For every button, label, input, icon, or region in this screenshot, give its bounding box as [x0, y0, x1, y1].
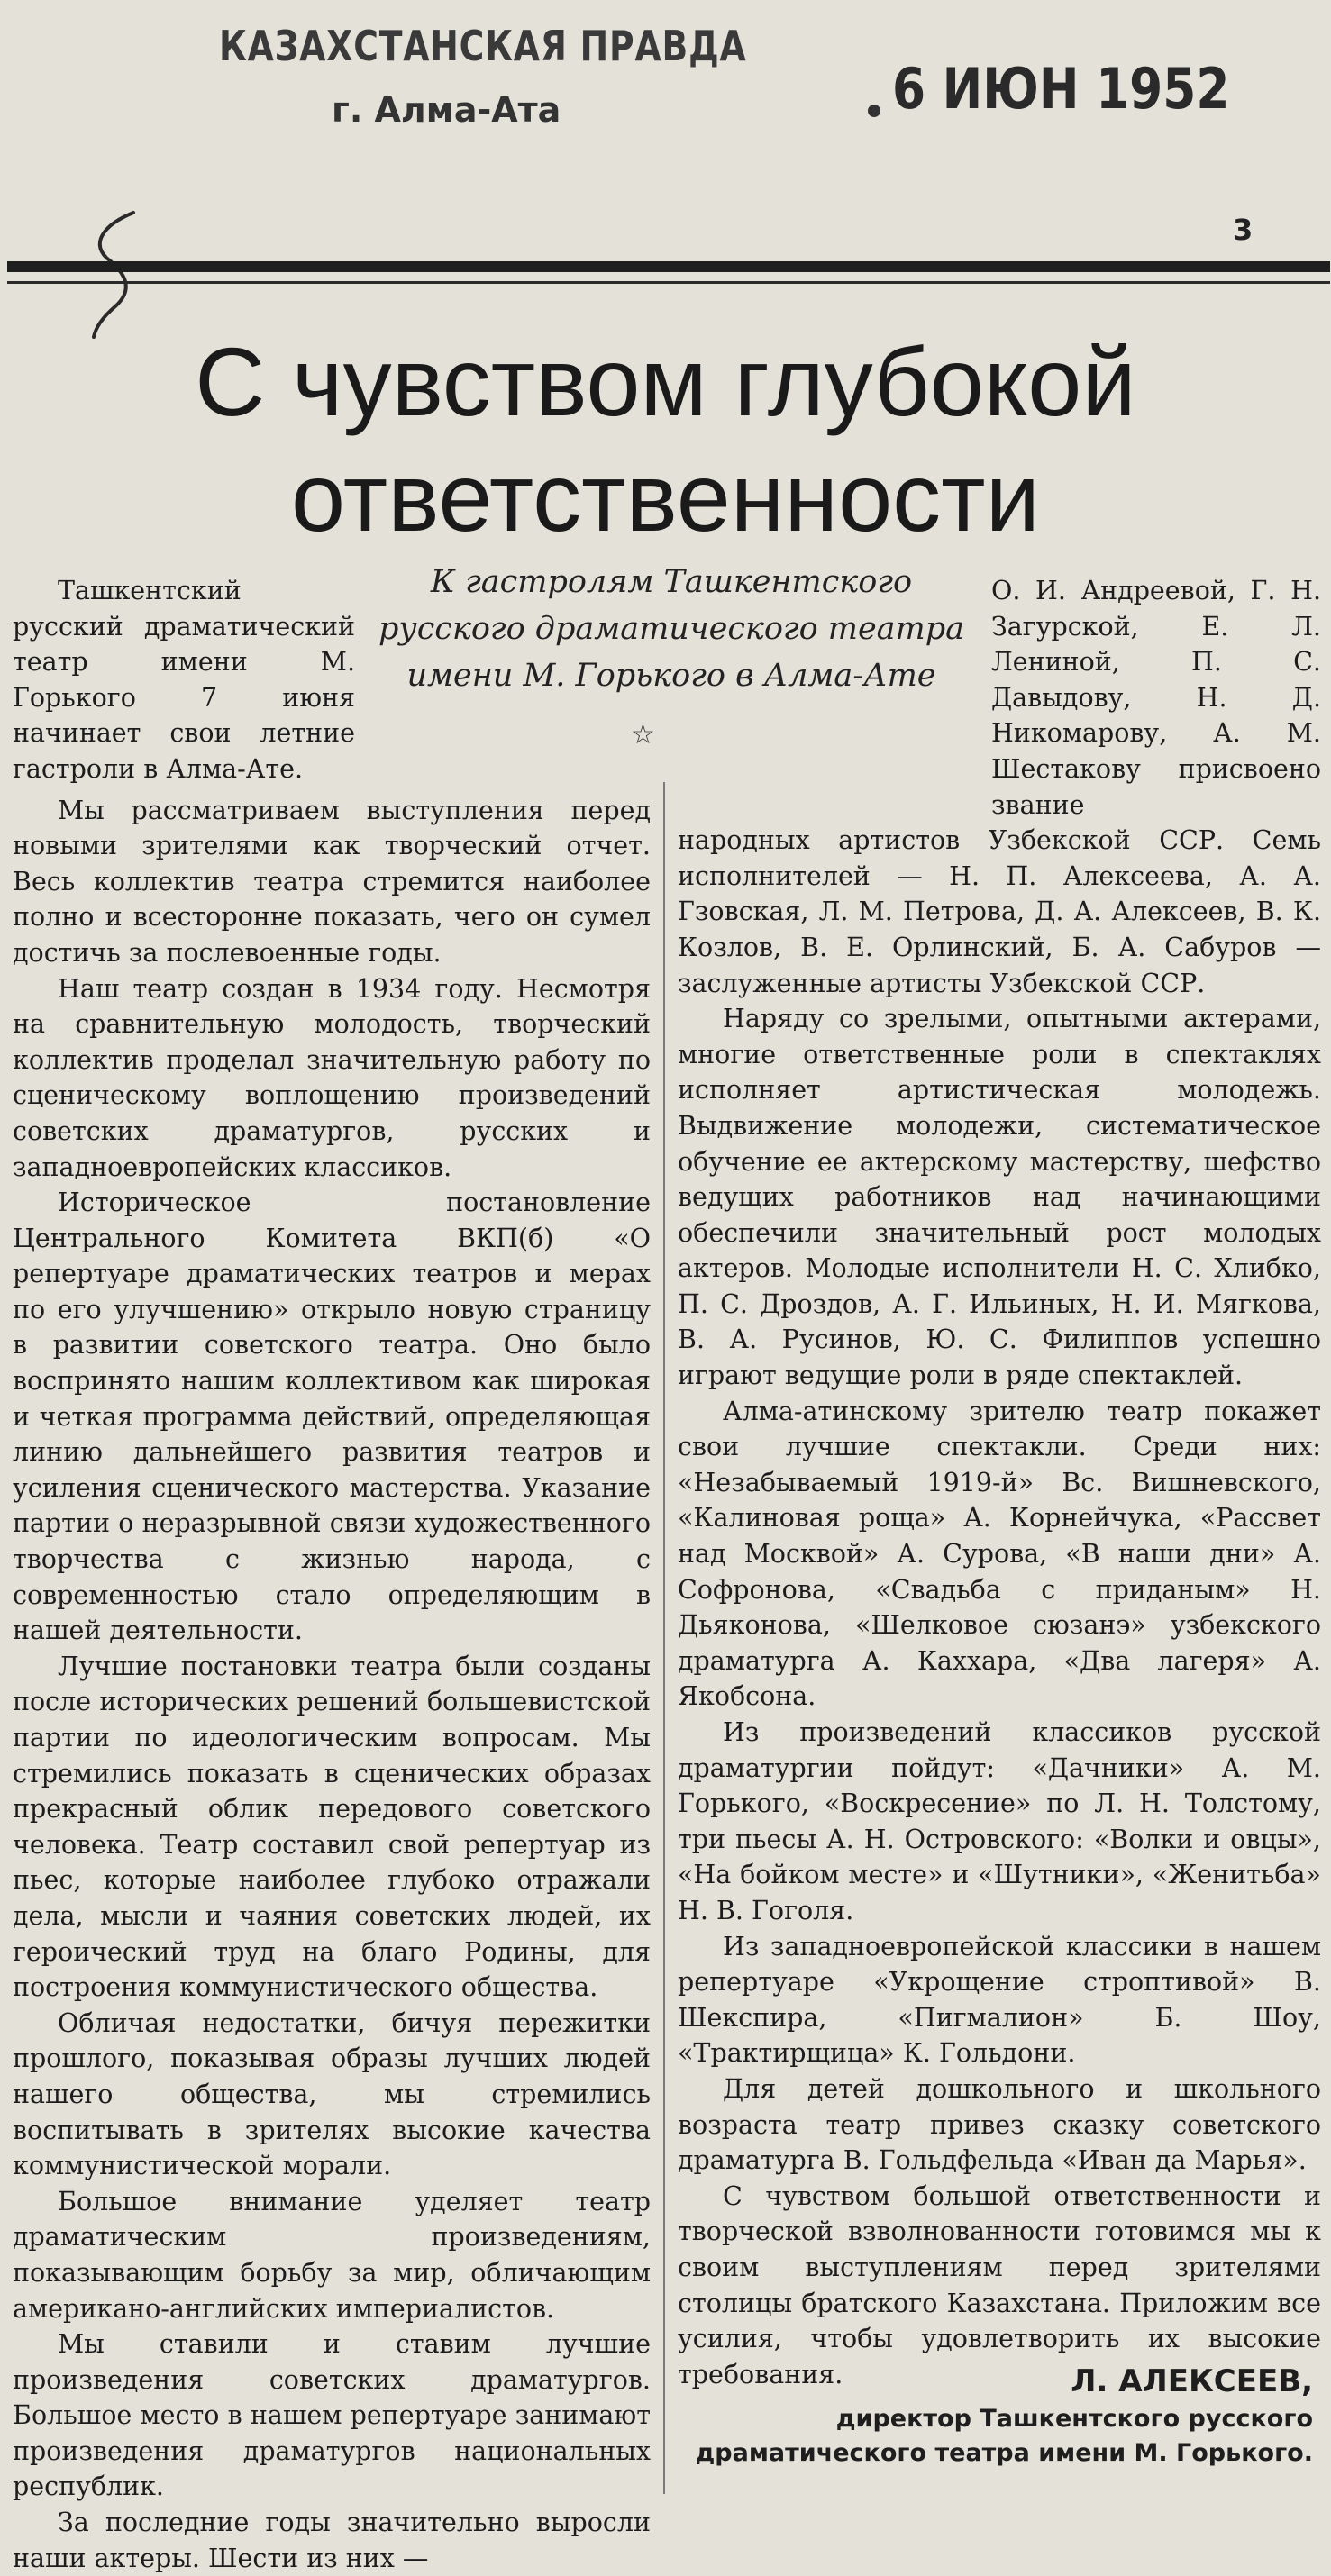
author-title: директор Ташкентского русского драматического театра имени М. Горького. [695, 2405, 1313, 2467]
pencil-mark-icon [70, 205, 160, 341]
paragraph: О. И. Андреевой, Г. Н. Загурской, Е. Л. Лениной, П. С. Давыдову, Н. Д. Никомарову, А. М. Шестакову присвоено звание [991, 576, 1321, 820]
right-column [678, 573, 1321, 2392]
paragraph: Алма-атинскому зрителю театр покажет свои лучшие спектакли. Среди них: «Незабываемый 1919-й» Вс. Вишневского, «Калиновая роща» А. Корнейчука, «Рассвет над Москвой» А. Сурова, «В наши дни» А. Софронова, «Свадьба с приданым» Н. Дьяконова, «Шелковое сюзанэ» узбекского драматурга А. Каххара, «Два лагеря» А. Якобсона. [678, 1396, 1321, 1712]
left-column [13, 573, 651, 2576]
paragraph: Большое внимание уделяет театр драматическим произведениям, показывающим борьбу за мир, обличающим американо-английских империалистов. [13, 2186, 651, 2324]
city-stamp: г. Алма-Ата [332, 90, 561, 130]
page-number: 3 [1233, 213, 1254, 247]
newspaper-name-stamp: КАЗАХСТАНСКАЯ ПРАВДА [219, 22, 747, 70]
headline-line-1: С чувством глубокой [195, 327, 1136, 436]
paragraph: Обличая недостатки, бичуя пережитки прошлого, показывая образы лучших людей нашего общества, мы стремились воспитывать в зрителях высокие качества коммунистической морали. [13, 2007, 651, 2181]
date-stamp: 6 ИЮН 1952 [892, 56, 1230, 122]
author-name: Л. АЛЕКСЕЕВ, [1071, 2363, 1313, 2399]
paragraph: народных артистов Узбекской ССР. Семь исполнителей — Н. П. Алексеева, А. А. Гзовская, Л. М. Петрова, Д. А. Алексеев, В. К. Козлов, В. Е. Орлинский, Б. А. Сабуров — заслуженные артисты Узбекской ССР. [678, 825, 1321, 998]
star-separator-icon: ☆ [631, 719, 655, 751]
paragraph: Ташкентский русский драматический театр имени М. Горького 7 июня начинает свои летние гастроли в Алма-Ате. [13, 576, 355, 784]
paragraph: Лучшие постановки театра были созданы после исторических решений большевистской партии по идеологическим вопросам. Мы стремились показать в сценических образах прекрасный облик передового советского человека. Театр составил свой репертуар из пьес, которые наиболее глубоко отражали дела, мысли и чаяния советских людей, их героический труд на благо Родины, для построения коммунистического общества. [13, 1651, 651, 2003]
headline-line-2: ответственности [291, 442, 1040, 551]
article-headline [0, 324, 1331, 555]
paragraph: Мы ставили и ставим лучшие произведения советских драматургов. Большое место в нашем репертуаре занимают произведения драматургов национальных республик. [13, 2329, 651, 2502]
column-divider [663, 782, 665, 2494]
paragraph: Для детей дошкольного и школьного возраста театр привез сказку советского драматурга В. Гольдфельда «Иван да Марья». [678, 2073, 1321, 2176]
paragraph: За последние годы значительно выросли наши актеры. Шести из них — [13, 2508, 651, 2573]
paragraph: Историческое постановление Центрального Комитета ВКП(б) «О репертуаре драматических театров и мерах по его улучшению» открыло новую страницу в развитии советского театра. Оно было воспринято нашим коллективом как широкая и четкая программа действий, определяющая линию дальнейшего развития театров и усиления сценического мастерства. Указание партии о неразрывной связи художественного творчества с жизнью народа, с современностью стало определяющим в нашей деятельности. [13, 1188, 651, 1646]
paragraph: Мы рассматриваем выступления перед новыми зрителями как творческий отчет. Весь коллектив театра стремится наиболее полно и всесторонне показать, чего он сумел достичь за послевоенные годы. [13, 795, 651, 968]
article-subtitle: К гастролям Ташкентского русского драматического театра имени М. Горького в Алма-Ате [378, 564, 965, 694]
paragraph: Из произведений классиков русской драматургии пойдут: «Дачники» А. М. Горького, «Воскресение» по Л. Н. Толстому, три пьесы А. Н. Островского: «Волки и овцы», «На бойком месте» и «Шутники», «Женитьба» Н. В. Гоголя. [678, 1717, 1321, 1925]
paragraph: Наш театр создан в 1934 году. Несмотря на сравнительную молодость, творческий коллектив проделал значительную работу по сценическому воплощению произведений советских драматургов, русских и западноевропейских классиков. [13, 973, 651, 1182]
stamp-dot [868, 105, 880, 117]
header-rule-thick [7, 261, 1330, 272]
paragraph: Наряду со зрелыми, опытными актерами, многие ответственные роли в спектаклях исполняет артистическая молодежь. Выдвижение молодежи, систематическое обучение ее актерскому мастерству, шефство ведущих работников над начинающими обеспечили значительный рост молодых актеров. Молодые исполнители Н. С. Хлибко, П. С. Дроздов, А. Г. Ильиных, Н. И. Мягкова, В. А. Русинов, Ю. С. Филиппов успешно играют ведущие роли в ряде спектаклей. [678, 1004, 1321, 1391]
author-signature [628, 2361, 1313, 2471]
header-rule-thin [7, 281, 1330, 284]
paragraph: С чувством большой ответственности и творческой взволнованности готовимся мы к своим выступлениям перед зрителями столицы братского Казахстана. Приложим все усилия, чтобы удовлетворить их высокие требования. [678, 2180, 1321, 2389]
paragraph: Из западноевропейской классики в нашем репертуаре «Укрощение строптивой» В. Шекспира, «Пигмалион» Б. Шоу, «Трактирщица» К. Гольдони. [678, 1931, 1321, 2069]
